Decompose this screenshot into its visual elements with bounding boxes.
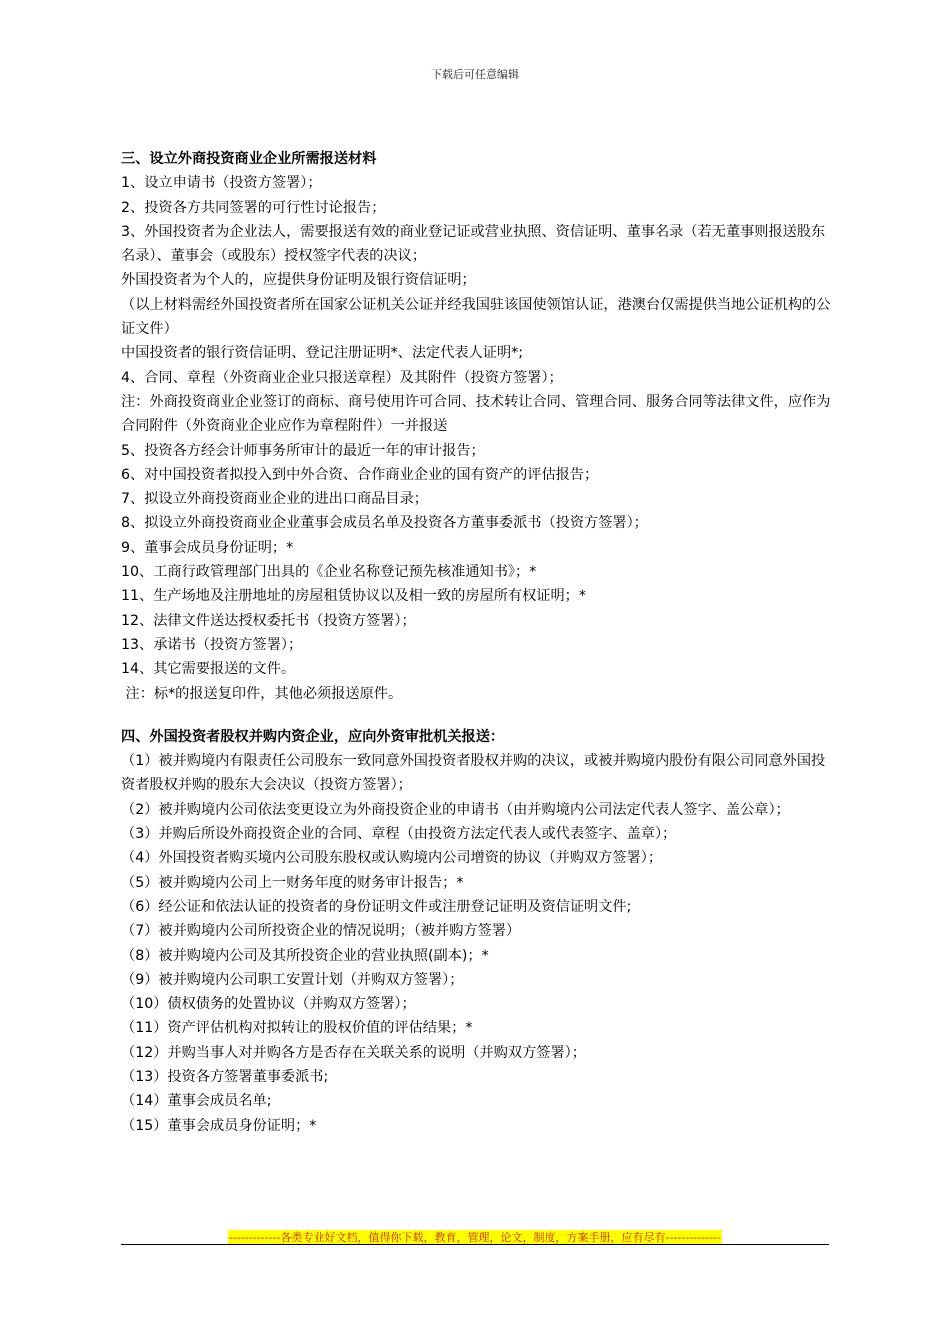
section-4-line: （5）被并购境内公司上一财务年度的财务审计报告；* <box>121 874 464 891</box>
section-3-line: 12、法律文件送达授权委托书（投资方签署）； <box>121 612 416 629</box>
section-3-line: 外国投资者为个人的，应提供身份证明及银行资信证明； <box>121 272 476 289</box>
section-3-note: 注：标*的报送复印件，其他必须报送原件。 <box>121 685 403 702</box>
section-3-line: 4、合同、章程（外资商业企业只报送章程）及其附件（投资方签署）； <box>121 369 563 386</box>
section-3-line: （以上材料需经外国投资者所在国家公证机关公证并经我国驻该国使领馆认证，港澳台仅需提供当地公证机构的公证文件） <box>121 296 831 338</box>
section-3-line: 8、拟设立外商投资商业企业董事会成员名单及投资各方董事委派书（投资方签署）； <box>121 515 648 532</box>
section-4-line: （11）资产评估机构对拟转让的股权价值的评估结果；* <box>121 1020 473 1037</box>
section-3-line: 9、董事会成员身份证明；* <box>121 539 294 556</box>
section-3-line: 7、拟设立外商投资商业企业的进出口商品目录； <box>121 491 428 508</box>
section-3-line: 中国投资者的银行资信证明、登记注册证明*、法定代表人证明*; <box>121 345 524 362</box>
section-4-line: （13）投资各方签署董事委派书; <box>121 1068 329 1085</box>
section-4-line: （3）并购后所设外商投资企业的合同、章程（由投资方法定代表人或代表签字、盖章）； <box>121 826 677 843</box>
section-3-list <box>121 171 833 706</box>
footer-banner <box>0 1226 950 1245</box>
document-body <box>121 147 833 1138</box>
section-3-line: 2、投资各方共同签署的可行性讨论报告； <box>121 199 386 216</box>
page-header: 下载后可任意编辑 <box>431 68 519 81</box>
section-3-heading: 三、设立外商投资商业企业所需报送材料 <box>121 151 377 167</box>
footer-banner-text: -------------各类专业好文档，值得你下载，教育，管理，论文，制度，方案手册，应有尽有-------------- <box>228 1231 722 1244</box>
section-4-line: （12）并购当事人对并购各方是否存在关联关系的说明（并购双方签署）； <box>121 1044 586 1061</box>
section-4-line: （9）被并购境内公司职工安置计划（并购双方签署）； <box>121 971 464 988</box>
section-3-line: 5、投资各方经会计师事务所审计的最近一年的审计报告； <box>121 442 485 459</box>
section-4-line: （10）债权债务的处置协议（并购双方签署）； <box>121 996 416 1013</box>
section-3-line: 10、工商行政管理部门出具的《企业名称登记预先核准通知书》；* <box>121 564 537 581</box>
section-3-line: 13、承诺书（投资方签署）； <box>121 636 303 653</box>
section-4-line: （15）董事会成员身份证明；* <box>121 1117 317 1134</box>
section-3-line: 11、生产场地及注册地址的房屋租赁协议以及相一致的房屋所有权证明；* <box>121 588 586 605</box>
section-4-line: （7）被并购境内公司所投资企业的情况说明；（被并购方签署） <box>121 923 521 940</box>
section-4-line: （2）被并购境内公司依法变更设立为外商投资企业的申请书（由并购境内公司法定代表人签字、盖公章）； <box>121 801 790 818</box>
section-4-list <box>121 749 833 1138</box>
footer-divider <box>121 1244 829 1245</box>
section-4-line: （1）被并购境内有限责任公司股东一致同意外国投资者股权并购的决议，或被并购境内股份有限公司同意外国投资者股权并购的股东大会决议（投资方签署）； <box>121 753 826 794</box>
section-3-line: 3、外国投资者为企业法人，需要报送有效的商业登记证或营业执照、资信证明、董事名录（若无董事则报送股东名录）、董事会（或股东）授权签字代表的决议； <box>121 223 826 265</box>
section-4-line: （4）外国投资者购买境内公司股东股权或认购境内公司增资的协议（并购双方签署）； <box>121 850 663 867</box>
section-4-line: （8）被并购境内公司及其所投资企业的营业执照(副本)；* <box>121 947 489 964</box>
section-4-line: （14）董事会成员名单; <box>121 1093 272 1110</box>
section-3-line: 注：外商投资商业企业签订的商标、商号使用许可合同、技术转让合同、管理合同、服务合同等法律文件，应作为合同附件（外资商业企业应作为章程附件）一并报送 <box>121 393 831 435</box>
section-3-line: 14、其它需要报送的文件。 <box>121 661 296 678</box>
section-3-line: 1、设立申请书（投资方签署）； <box>121 175 322 192</box>
section-4-heading: 四、外国投资者股权并购内资企业，应向外资审批机关报送： <box>121 728 505 745</box>
section-3-line: 6、对中国投资者拟投入到中外合资、合作商业企业的国有资产的评估报告； <box>121 466 599 483</box>
section-4-line: （6）经公证和依法认证的投资者的身份证明文件或注册登记证明及资信证明文件; <box>121 898 632 915</box>
section-spacer <box>121 706 833 725</box>
